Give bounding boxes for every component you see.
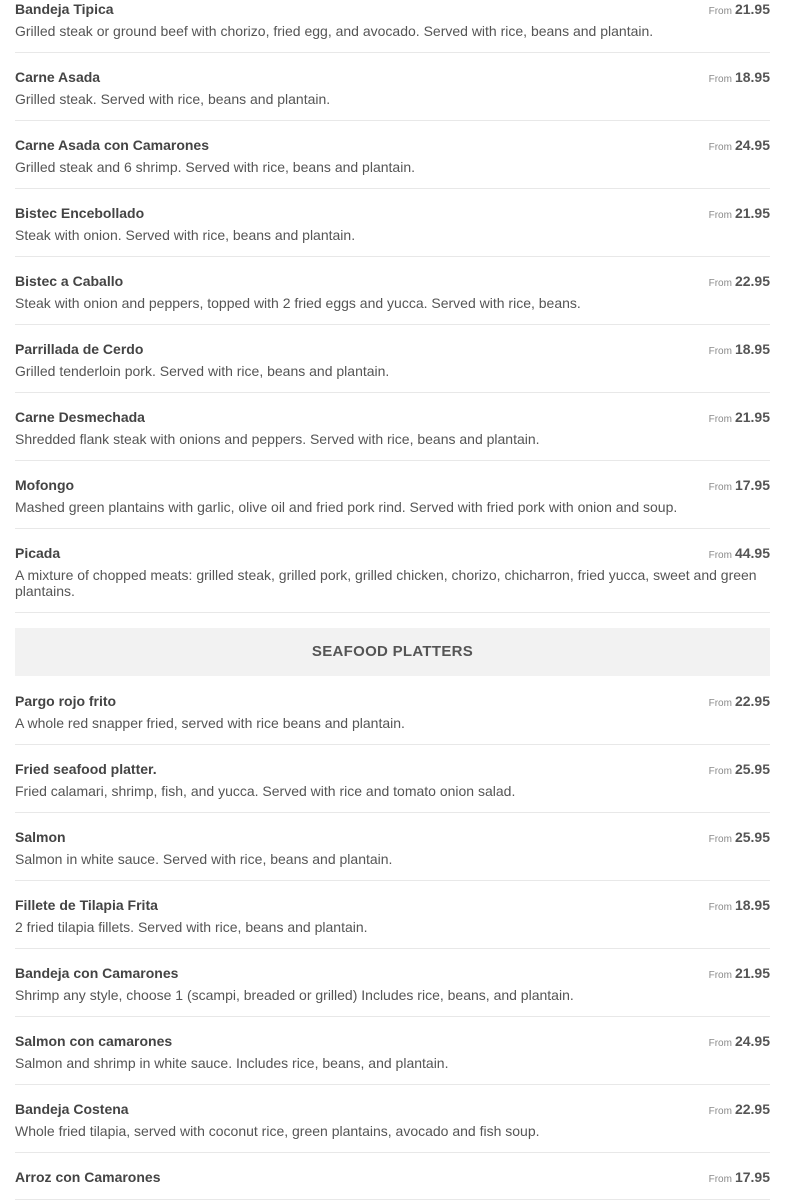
menu-item-price-group <box>709 340 770 361</box>
menu-item[interactable] <box>15 53 770 121</box>
menu-item-header <box>15 408 770 426</box>
menu-item-name: Bistec Encebollado <box>15 205 145 221</box>
menu-item-description: A whole red snapper fried, served with rice beans and plantain. <box>15 715 405 731</box>
menu-item[interactable] <box>15 257 770 325</box>
price-prefix: From <box>708 766 732 777</box>
menu-item-description: Fried calamari, shrimp, fish, and yucca. Served with rice and tomato onion salad. <box>15 783 516 799</box>
menu-item-description: Grilled tenderloin pork. Served with rice, beans and plantain. <box>15 363 390 379</box>
price-prefix: From <box>708 698 732 709</box>
price-prefix: From <box>708 142 732 153</box>
menu-item-price: 21.95 <box>734 205 770 221</box>
menu-item-header <box>15 340 770 358</box>
price-prefix: From <box>708 550 732 561</box>
price-prefix: From <box>708 278 732 289</box>
menu-item[interactable] <box>15 325 770 393</box>
menu-item-description: A mixture of chopped meats: grilled steak, grilled pork, grilled chicken, chorizo, chicharron, fried yucca, sweet and green plantains. <box>15 567 757 599</box>
menu-item-name: Salmon con camarones <box>15 1033 173 1049</box>
menu-item-name: Fillete de Tilapia Frita <box>15 897 158 913</box>
menu-item-price-group <box>709 692 770 713</box>
menu-item-price: 18.95 <box>734 897 770 913</box>
price-prefix: From <box>708 902 732 913</box>
menu-item-header <box>15 272 770 290</box>
menu-item[interactable] <box>15 1085 770 1153</box>
menu-item[interactable] <box>15 1153 770 1200</box>
menu-item-description: Shredded flank steak with onions and peppers. Served with rice, beans and plantain. <box>15 431 540 447</box>
menu-item-price-group <box>709 1168 770 1189</box>
menu-item-name: Salmon <box>15 829 66 845</box>
menu-item-name: Bandeja Costena <box>15 1101 129 1117</box>
menu-item-description: Whole fried tilapia, served with coconut rice, green plantains, avocado and fish soup. <box>15 1123 540 1139</box>
menu-item-name: Pargo rojo frito <box>15 693 117 709</box>
menu-item-header <box>15 68 770 86</box>
menu-item-header <box>15 136 770 154</box>
price-prefix: From <box>708 346 732 357</box>
menu-item-description: Shrimp any style, choose 1 (scampi, breaded or grilled) Includes rice, beans, and plantain. <box>15 987 574 1003</box>
menu-item[interactable] <box>15 393 770 461</box>
menu-item[interactable] <box>15 529 770 613</box>
menu-item-description: 2 fried tilapia fillets. Served with rice, beans and plantain. <box>15 919 368 935</box>
menu-item[interactable] <box>15 121 770 189</box>
menu-item-price-group <box>709 408 770 429</box>
menu-section <box>15 676 770 1200</box>
menu-item[interactable] <box>15 676 770 745</box>
menu-item-name: Carne Desmechada <box>15 409 145 425</box>
menu-item-header <box>15 544 770 562</box>
menu-item-price: 25.95 <box>734 761 770 777</box>
menu-item-price: 21.95 <box>734 409 770 425</box>
menu-item[interactable] <box>15 1017 770 1085</box>
price-prefix: From <box>708 1038 732 1049</box>
price-prefix: From <box>708 74 732 85</box>
menu-item-price: 24.95 <box>734 137 770 153</box>
menu-item-description: Grilled steak and 6 shrimp. Served with rice, beans and plantain. <box>15 159 415 175</box>
menu-item-price: 21.95 <box>734 1 770 17</box>
price-prefix: From <box>708 834 732 845</box>
menu-item-header <box>15 760 770 778</box>
menu-item[interactable] <box>15 461 770 529</box>
menu-item-price-group <box>709 204 770 225</box>
menu-item-price-group <box>709 476 770 497</box>
menu-item-price: 17.95 <box>734 477 770 493</box>
menu-item-price: 24.95 <box>734 1033 770 1049</box>
menu-item[interactable] <box>15 881 770 949</box>
menu-item-name: Mofongo <box>15 477 75 493</box>
menu-item[interactable] <box>15 745 770 813</box>
menu-item-price: 17.95 <box>734 1169 770 1185</box>
menu-item-name: Carne Asada <box>15 69 101 85</box>
price-prefix: From <box>708 1174 732 1185</box>
menu-item-header <box>15 1168 770 1186</box>
price-prefix: From <box>708 970 732 981</box>
menu-item-name: Picada <box>15 545 61 561</box>
menu-item-price: 21.95 <box>734 965 770 981</box>
menu-item-name: Bandeja Tipica <box>15 1 114 17</box>
menu-item-description: Salmon in white sauce. Served with rice, beans and plantain. <box>15 851 393 867</box>
menu-item-price: 18.95 <box>734 69 770 85</box>
menu-item-price: 44.95 <box>734 545 770 561</box>
menu-item-price-group <box>709 964 770 985</box>
menu-item-price: 25.95 <box>734 829 770 845</box>
menu-item-description: Steak with onion. Served with rice, beans and plantain. <box>15 227 356 243</box>
menu-item-price-group <box>709 0 770 21</box>
menu-item-description: Salmon and shrimp in white sauce. Includes rice, beans, and plantain. <box>15 1055 449 1071</box>
menu-item-price: 22.95 <box>734 693 770 709</box>
menu-item-name: Parrillada de Cerdo <box>15 341 144 357</box>
price-prefix: From <box>708 414 732 425</box>
price-prefix: From <box>708 482 732 493</box>
menu-item-name: Bandeja con Camarones <box>15 965 179 981</box>
menu-item-description: Mashed green plantains with garlic, olive oil and fried pork rind. Served with fried pork with onion and soup. <box>15 499 678 515</box>
menu-item-price-group <box>709 544 770 565</box>
menu-item-description: Grilled steak. Served with rice, beans and plantain. <box>15 91 331 107</box>
menu-item-price-group <box>709 828 770 849</box>
menu-item-price: 22.95 <box>734 273 770 289</box>
menu-item-header <box>15 828 770 846</box>
menu-item-header <box>15 204 770 222</box>
menu-item[interactable] <box>15 0 770 53</box>
menu-item-price-group <box>709 1100 770 1121</box>
menu-item-price-group <box>709 1032 770 1053</box>
menu-item-description: Grilled steak or ground beef with chorizo, fried egg, and avocado. Served with rice, beans and plantain. <box>15 23 654 39</box>
menu-section <box>15 0 770 613</box>
menu-item-price: 22.95 <box>734 1101 770 1117</box>
menu-item-header <box>15 0 770 18</box>
price-prefix: From <box>708 6 732 17</box>
menu-item-header <box>15 964 770 982</box>
menu-item[interactable] <box>15 813 770 881</box>
menu-item-header <box>15 1100 770 1118</box>
section-header-seafood-platters: SEAFOOD PLATTERS <box>15 628 770 676</box>
menu-item-description: Steak with onion and peppers, topped with 2 fried eggs and yucca. Served with rice, beans. <box>15 295 581 311</box>
menu-item-name: Carne Asada con Camarones <box>15 137 209 153</box>
price-prefix: From <box>708 210 732 221</box>
menu-item-header <box>15 476 770 494</box>
menu-item-price-group <box>709 896 770 917</box>
menu-item-header <box>15 692 770 710</box>
menu-item-name: Fried seafood platter. <box>15 761 157 777</box>
menu-item-header <box>15 896 770 914</box>
menu-item-header <box>15 1032 770 1050</box>
menu-list <box>15 0 770 1200</box>
menu-item-name: Bistec a Caballo <box>15 273 124 289</box>
menu-item-price-group <box>709 272 770 293</box>
menu-item-price-group <box>709 136 770 157</box>
menu-item-price: 18.95 <box>734 341 770 357</box>
price-prefix: From <box>708 1106 732 1117</box>
menu-item-name: Arroz con Camarones <box>15 1169 161 1185</box>
menu-item-price-group <box>709 68 770 89</box>
menu-item-price-group <box>709 760 770 781</box>
menu-item[interactable] <box>15 949 770 1017</box>
menu-item[interactable] <box>15 189 770 257</box>
